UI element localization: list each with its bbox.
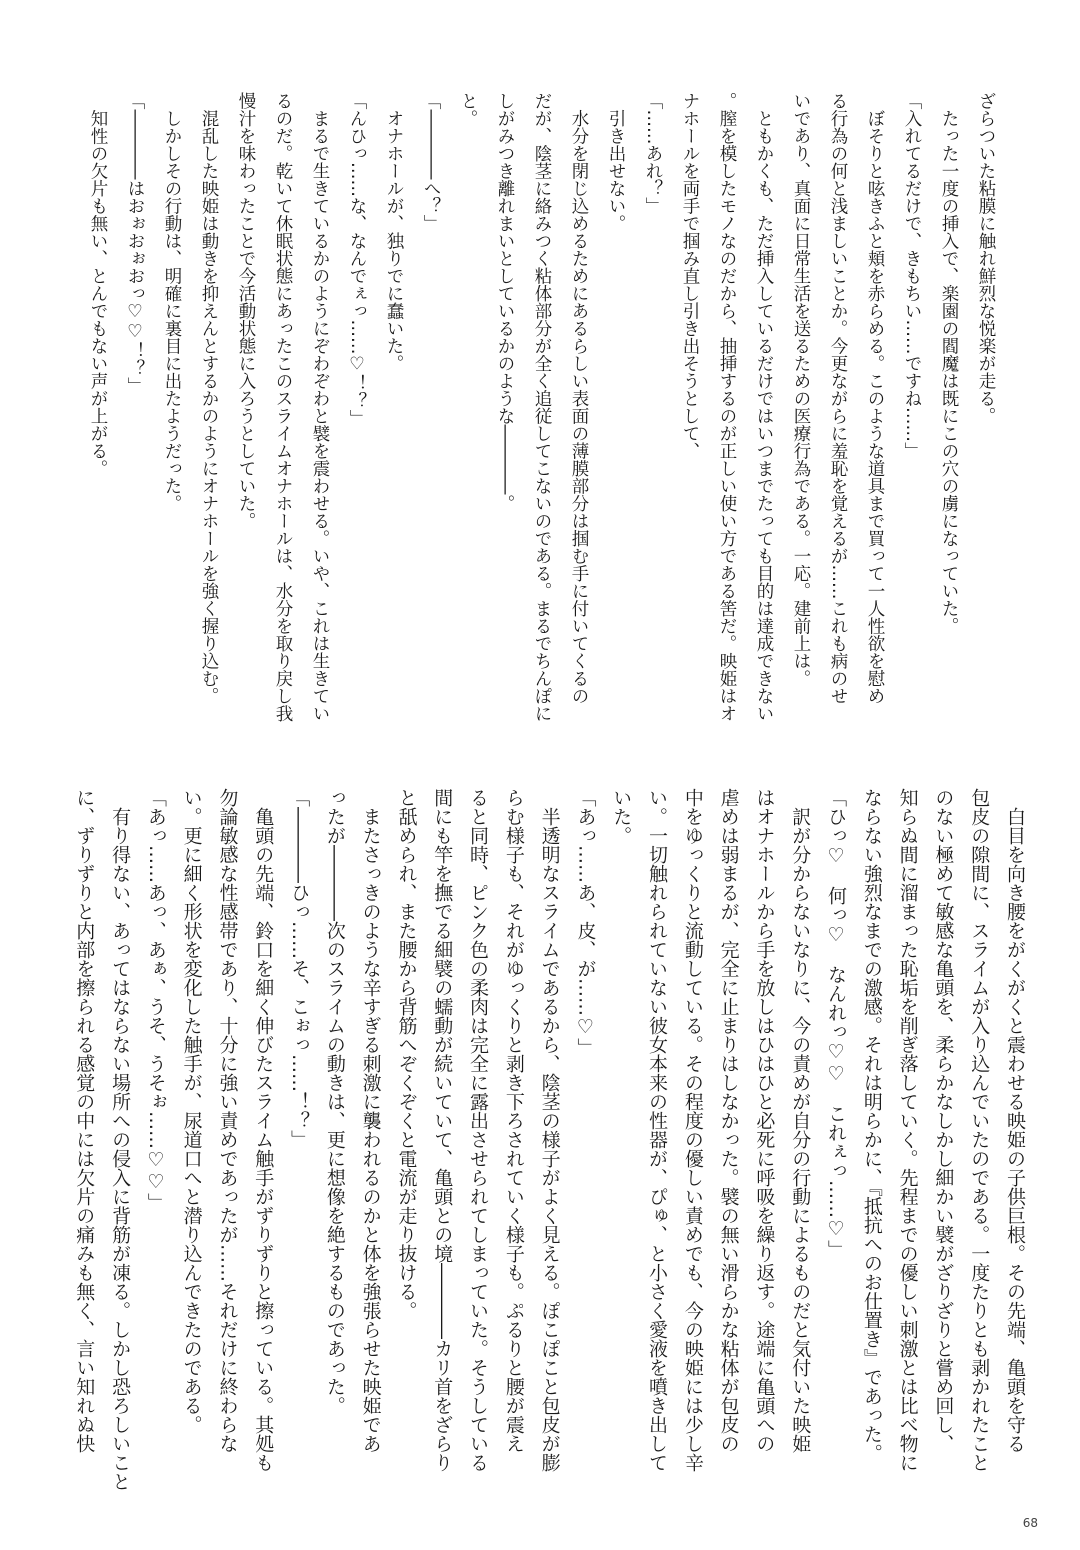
- text-column: 「――――はおぉおぉおっ♡♡！？」: [125, 92, 145, 395]
- text-column: まるで生きているかのようにぞわぞわと襞を震わせる。いや、これは生きてい: [310, 92, 330, 722]
- text-column: ぼそりと呟きふと頬を赤らめる。このような道具まで買って一人性欲を慰め: [865, 92, 885, 705]
- text-column: だが、陰茎に絡みつく粘体部分が全く追従してこないのである。まるでちんぽに: [532, 92, 552, 722]
- text-column: 知らぬ間に溜まった恥垢を削ぎ落していく。先程までの優しい刺激とは比べ物に: [896, 788, 919, 1472]
- text-column: 「入れてるだけで、きもちい……ですね……」: [902, 92, 922, 460]
- text-column: い。更に細く形状を変化した触手が、尿道口へと潜り込んできたのである。: [180, 788, 203, 1434]
- text-column: る行為の何と浅ましいことか。今更ながらに羞恥を覚えるが……これも病のせ: [828, 92, 848, 705]
- text-column: 「ひっ♡ 何っ♡ なんれっ♡♡ これぇっ……♡」: [825, 788, 848, 1259]
- text-column: 引き出せない。: [606, 92, 626, 232]
- text-column: 「――――へ？」: [421, 92, 441, 232]
- text-column: 。膣を模したモノなのだから、抽挿するのが正しい使い方である筈だ。映姫はオ: [717, 92, 737, 722]
- text-column: オナホールが、独りでに蠢いた。: [384, 92, 404, 372]
- page-number: 68: [1022, 1516, 1038, 1530]
- text-column: ると同時、ピンク色の柔肉は完全に露出させられてしまっていた。そうしている: [467, 788, 490, 1472]
- text-column: 白目を向き腰をがくがくと震わせる映姫の子供巨根。その先端、亀頭を守る: [1004, 788, 1026, 1453]
- text-column: いた。: [610, 788, 633, 845]
- text-column: いであり、真面に日常生活を送るための医療行為である。一応。建前上は。: [791, 92, 811, 687]
- text-column: 「あっ……あっ、あぁ、うそ、うそぉ……♡♡」: [144, 788, 167, 1212]
- text-column: と舐められ、また腰から背筋へぞくぞくと電流が走り抜ける。: [395, 788, 418, 1320]
- text-block-top: [79, 92, 1004, 752]
- text-column: るのだ。乾いて休眠状態にあったこのスライムオナホールは、水分を取り戻し我: [273, 92, 293, 722]
- text-column: 「あっ……あ、皮、が……♡」: [574, 788, 597, 1057]
- text-column: 勿論敏感な性感帯であり、十分に強い責めであったが……それだけに終わらな: [216, 788, 239, 1453]
- text-column: ったが――――次のスライムの動きは、更に想像を絶するものであった。: [323, 788, 346, 1415]
- text-column: しがみつき離れまいとしているかのような――――。: [495, 92, 515, 512]
- text-block-bottom: [65, 788, 1032, 1503]
- text-column: はオナホールから手を放しはひはひと必死に呼吸を繰り返す。途端に亀頭への: [753, 788, 776, 1453]
- text-column: 「んひっ……な、なんでぇっ……♡！？」: [347, 92, 367, 427]
- text-column: たった一度の挿入で、楽園の閻魔は既にこの穴の虜になっていた。: [939, 92, 959, 635]
- text-column: らむ様子も、それがゆっくりと剥き下ろされていく様子も。ぷるりと腰が震え: [502, 788, 525, 1453]
- text-column: 有り得ない、あってはならない場所への侵入に背筋が凍る。しかし恐ろしいこと: [109, 788, 132, 1491]
- text-column: 半透明なスライムであるから、陰茎の様子がよく見える。ぽこぽこと包皮が膨: [538, 788, 561, 1472]
- text-column: ならない強烈なまでの激感。それは明らかに、『抵抗へのお仕置き』であった。: [860, 788, 883, 1463]
- text-column: 虐めは弱まるが、完全に止まりはしなかった。襞の無い滑らかな粘体が包皮の: [717, 788, 740, 1453]
- text-column: と。: [458, 92, 478, 127]
- text-column: のない極めて敏感な亀頭を、柔らかなしかし細かい襞がざりざりと嘗め回し、: [932, 788, 955, 1453]
- text-column: に、ずりずりと内部を擦られる感覚の中には欠片の痛みも無く、言い知れぬ快: [73, 788, 96, 1453]
- text-column: 混乱した映姫は動きを抑えんとするかのようにオナホールを強く握り込む。: [199, 92, 219, 705]
- text-column: 慢汁を味わったことで今活動状態に入ろうとしていた。: [236, 92, 256, 530]
- text-column: 「――――ひっ……そ、こぉっ……！？」: [288, 788, 311, 1149]
- text-column: 亀頭の先端、鈴口を細く伸びたスライム触手がずりずりと擦っている。其処も: [252, 788, 275, 1472]
- text-column: 「……あれ？」: [643, 92, 663, 215]
- text-column: しかしその行動は、明確に裏目に出たようだった。: [162, 92, 182, 512]
- text-column: 訳が分からないなりに、今の責めが自分の行動によるものだと気付いた映姫: [789, 788, 812, 1453]
- text-column: 中をゆっくりと流動している。その程度の優しい責めでも、今の映姫には少し辛: [681, 788, 704, 1472]
- text-column: ナホールを両手で掴み直し引き出そうとして、: [680, 92, 700, 460]
- text-column: ざらついた粘膜に触れ鮮烈な悦楽が走る。: [976, 92, 996, 425]
- text-column: またさっきのような辛すぎる刺激に襲われるのかと体を強張らせた映姫であ: [359, 788, 382, 1453]
- text-column: い。一切触れられていない彼女本来の性器が、ぴゅ、と小さく愛液を噴き出して: [646, 788, 669, 1472]
- text-column: 水分を閉じ込めるためにあるらしい表面の薄膜部分は掴む手に付いてくるの: [569, 92, 589, 705]
- text-column: 包皮の隙間に、スライムが入り込んでいたのである。一度たりとも剥かれたこと: [968, 788, 991, 1472]
- text-column: 知性の欠片も無い、とんでもない声が上がる。: [88, 92, 108, 477]
- text-column: ともかくも、ただ挿入しているだけではいつまでたっても目的は達成できない: [754, 92, 774, 722]
- text-column: 間にも竿を撫でる細襞の蠕動が続いていて、亀頭との境――――カリ首をざらり: [431, 788, 454, 1472]
